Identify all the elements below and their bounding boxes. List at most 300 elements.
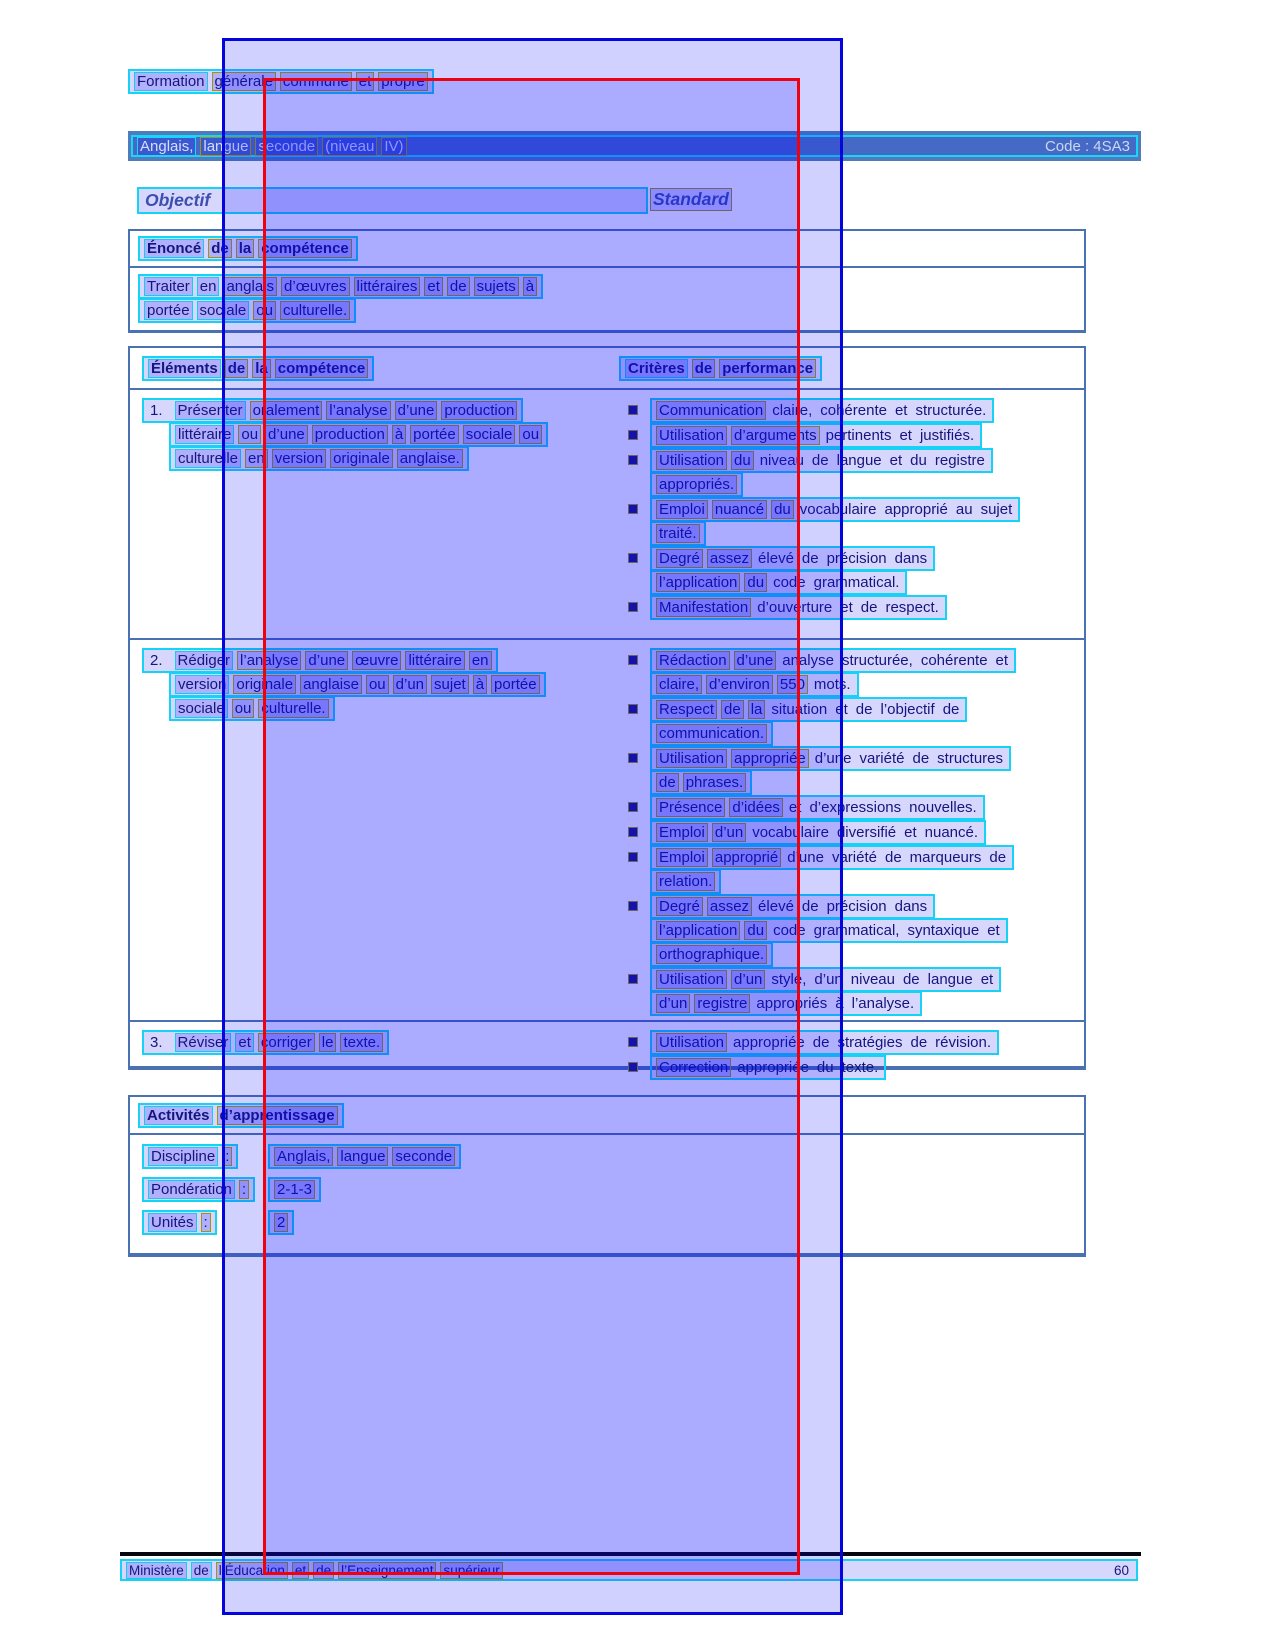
activites-table (128, 1095, 1086, 1257)
bullet-marker (629, 656, 637, 664)
line-highlight (650, 967, 1001, 992)
word: d’ouverture (757, 599, 833, 616)
token-highlight: ou (519, 425, 542, 444)
word: nouvelles. (909, 799, 977, 816)
standard-heading: Standard (653, 189, 729, 209)
course-title (137, 137, 407, 156)
word-highlight: Énoncé (144, 239, 204, 258)
bullet-marker (629, 754, 637, 762)
word: de (942, 701, 960, 718)
criteria-bullet (625, 845, 1084, 893)
line-highlight (138, 236, 358, 261)
bullet-lines (650, 820, 986, 844)
token-highlight: d’une (265, 425, 308, 444)
token-highlight: : (222, 1147, 232, 1166)
token-highlight: registre (694, 994, 750, 1013)
line-highlight (650, 423, 982, 448)
word-highlight: Traiter (144, 277, 193, 296)
token-highlight: Utilisation (656, 1033, 727, 1052)
token-highlight: sujet (431, 675, 469, 694)
elements-table-header (130, 348, 1084, 390)
criteria-bullet (625, 595, 1084, 619)
word: structures (937, 750, 1004, 767)
token-highlight: commune (280, 72, 352, 91)
token-highlight: portée (410, 425, 459, 444)
criteria-bullet (625, 1055, 1084, 1079)
line-highlight (169, 672, 546, 697)
token-highlight: appropriée (731, 749, 809, 768)
token-highlight: l’application (656, 921, 740, 940)
elements-header-left (130, 356, 617, 381)
token-highlight: version (272, 449, 326, 468)
token-highlight: d’un (656, 994, 690, 1013)
line-highlight (619, 356, 822, 381)
token-highlight: d’environ (706, 675, 773, 694)
token-highlight: Degré (656, 897, 703, 916)
word-highlight: version (175, 675, 229, 694)
token-highlight: Présence (656, 798, 725, 817)
word: à (835, 995, 844, 1012)
bullet-marker (629, 828, 637, 836)
word-highlight: Présenter (175, 401, 246, 420)
word-highlight: sociale (175, 699, 228, 718)
word: au (955, 501, 973, 518)
token-highlight: l’Éducation (216, 1562, 288, 1579)
bullet-lines (650, 448, 993, 496)
line-highlight (650, 595, 947, 620)
criteria-cell (617, 1022, 1084, 1080)
activity-row (142, 1210, 1084, 1234)
page-title-line (128, 69, 434, 94)
word: et (835, 701, 848, 718)
line-highlight (650, 918, 1008, 943)
token-highlight: littéraire (405, 651, 464, 670)
bullet-lines (650, 697, 967, 745)
token-highlight: anglaise. (397, 449, 463, 468)
word: de (801, 898, 819, 915)
token-highlight: 2 (274, 1213, 288, 1232)
word-highlight: Rédiger (175, 651, 234, 670)
token-highlight: du (744, 573, 767, 592)
item-number: 3. (150, 1034, 163, 1051)
line-highlight (650, 1030, 999, 1055)
token-highlight: d’idées (729, 798, 783, 817)
word-highlight: portée (144, 301, 193, 320)
bullet-lines (650, 1055, 886, 1079)
token-highlight: littéraires (354, 277, 421, 296)
token-highlight: Communication (656, 401, 766, 420)
word: cohérente (820, 402, 887, 419)
criteria-cell (617, 640, 1084, 1020)
token-highlight: 550 (777, 675, 808, 694)
line-highlight (650, 472, 743, 497)
word: situation (771, 701, 828, 718)
word-highlight: de (191, 1562, 212, 1579)
word: appropriés (756, 995, 828, 1012)
elements-table-rows (130, 390, 1084, 1076)
token-highlight: en (245, 449, 268, 468)
token-highlight: ou (253, 301, 276, 320)
token-highlight: seconde (392, 1147, 455, 1166)
token-highlight: de (721, 700, 744, 719)
token-highlight: Utilisation (656, 451, 727, 470)
bullet-lines (650, 398, 994, 422)
activity-value (268, 1210, 294, 1234)
element-cell (130, 390, 617, 638)
token-highlight: d’une (305, 651, 348, 670)
bullet-lines (650, 423, 982, 447)
bullet-marker (629, 853, 637, 861)
token-highlight: l’analyse (237, 651, 301, 670)
activites-table-body (130, 1135, 1084, 1253)
word: justifiés. (919, 427, 975, 444)
line-highlight (142, 1210, 217, 1235)
bullet-lines (650, 845, 1014, 893)
word: syntaxique (907, 922, 980, 939)
line-highlight (650, 521, 706, 546)
word-highlight: Critères (625, 359, 688, 378)
token-highlight: l’application (656, 573, 740, 592)
criteria-bullet (625, 967, 1084, 1015)
word: niveau (759, 452, 804, 469)
word: de (812, 1034, 830, 1051)
word: du (910, 452, 927, 469)
token-highlight: assez (707, 549, 752, 568)
bullet-marker (629, 975, 637, 983)
bullet-lines (650, 894, 1008, 966)
bullet-marker (629, 1063, 637, 1071)
footer-ministry (126, 1562, 503, 1579)
line-highlight (142, 398, 523, 423)
enonce-table (128, 229, 1086, 333)
token-highlight: communication. (656, 724, 767, 743)
line-highlight (650, 1055, 886, 1080)
token-highlight: compétence (258, 239, 352, 258)
token-highlight: l’analyse (326, 401, 390, 420)
line-highlight (650, 820, 986, 845)
token-highlight: à (392, 425, 406, 444)
criteria-bullet (625, 795, 1084, 819)
word-highlight: en (197, 277, 220, 296)
word: de (855, 701, 873, 718)
token-highlight: de (313, 1562, 334, 1579)
activity-row (142, 1177, 1084, 1201)
bullet-lines (650, 595, 947, 619)
word: l’analyse. (851, 995, 915, 1012)
activity-label (142, 1210, 268, 1234)
line-highlight (650, 546, 935, 571)
token-highlight: corriger (258, 1033, 315, 1052)
elements-table (128, 346, 1086, 1076)
token-highlight: à (473, 675, 487, 694)
token-highlight: originale (330, 449, 393, 468)
word-highlight: Éléments (148, 359, 221, 378)
token-highlight: oralement (250, 401, 323, 420)
word: et (987, 922, 1000, 939)
token-highlight: Correction (656, 1058, 731, 1077)
activites-table-header (130, 1097, 1084, 1135)
token-highlight: Respect (656, 700, 717, 719)
bullet-marker (629, 554, 637, 562)
token-highlight: production (441, 401, 517, 420)
line-highlight (268, 1144, 461, 1169)
criteria-bullet (625, 1030, 1084, 1054)
bullet-marker (629, 705, 637, 713)
word: appropriée (737, 1059, 809, 1076)
line-highlight (268, 1210, 294, 1235)
line-highlight (650, 795, 985, 820)
bullet-lines (650, 1030, 999, 1054)
token-highlight: de (447, 277, 470, 296)
token-highlight: orthographique. (656, 945, 767, 964)
criteria-bullet (625, 697, 1084, 745)
word: et (840, 599, 853, 616)
criteria-bullet (625, 746, 1084, 794)
line-highlight (650, 770, 752, 795)
word-highlight: sociale (197, 301, 250, 320)
bullet-marker (629, 803, 637, 811)
word: de (801, 550, 819, 567)
token-highlight: en (469, 651, 492, 670)
line-highlight (142, 1144, 238, 1169)
word: respect. (885, 599, 939, 616)
line-highlight (650, 746, 1011, 771)
token-highlight: du (731, 451, 754, 470)
line-highlight (650, 894, 935, 919)
word-highlight: Formation (134, 72, 208, 91)
token-highlight: ou (238, 425, 261, 444)
word: marqueurs (909, 849, 982, 866)
token-highlight: anglaise (300, 675, 362, 694)
token-highlight: de (656, 773, 679, 792)
token-highlight: d’œuvres (281, 277, 350, 296)
token-highlight: Utilisation (656, 970, 727, 989)
word: approprié (884, 501, 948, 518)
word: code (773, 922, 806, 939)
word: niveau (850, 971, 895, 988)
token-highlight: Emploi (656, 500, 708, 519)
item-number: 2. (150, 652, 163, 669)
token-highlight: langue (337, 1147, 388, 1166)
word: et (889, 452, 903, 469)
token-highlight: texte. (340, 1033, 383, 1052)
bullet-marker (629, 456, 637, 464)
token-highlight: d’une (734, 651, 777, 670)
bullet-marker (629, 505, 637, 513)
word: de (912, 750, 930, 767)
word: variété (859, 750, 905, 767)
word: et (788, 799, 802, 816)
word: d’une (814, 750, 852, 767)
token-highlight: du (744, 921, 767, 940)
bullet-lines (650, 497, 1020, 545)
elements-header-right (617, 356, 1084, 381)
criteria-bullet (625, 894, 1084, 966)
line-highlight (142, 1030, 389, 1055)
token-highlight: approprié (712, 848, 781, 867)
word: claire, (772, 402, 813, 419)
token-highlight: appropriés. (656, 475, 737, 494)
standard-heading-box (650, 188, 732, 211)
token-highlight: de (208, 239, 232, 258)
criteria-bullet (625, 398, 1084, 422)
line-highlight (650, 448, 993, 473)
token-highlight: d’apprentissage (217, 1106, 338, 1125)
bullet-marker (629, 406, 637, 414)
word: de (989, 849, 1007, 866)
word: pertinents (825, 427, 892, 444)
enonce-table-body (130, 268, 1084, 330)
token-highlight: performance (719, 359, 816, 378)
token-highlight: compétence (275, 359, 369, 378)
page-number: 60 (1113, 1562, 1129, 1578)
line-highlight (169, 446, 469, 471)
word: registre (934, 452, 985, 469)
word: appropriée (733, 1034, 805, 1051)
word: grammatical, (813, 922, 900, 939)
token-highlight: Emploi (656, 848, 708, 867)
word: texte. (841, 1059, 879, 1076)
item-number: 1. (150, 402, 163, 419)
word: variété (831, 849, 877, 866)
token-highlight: et (292, 1562, 309, 1579)
token-highlight: anglais (223, 277, 277, 296)
word: vocabulaire (752, 824, 829, 841)
activity-label (142, 1177, 268, 1201)
criteria-bullet (625, 423, 1084, 447)
word: révision. (935, 1034, 992, 1051)
objectif-heading-band (137, 187, 648, 214)
token-highlight: IV) (381, 137, 406, 156)
word: élevé (758, 898, 794, 915)
token-highlight: et (424, 277, 443, 296)
criteria-bullet (625, 820, 1084, 844)
token-highlight: d’une (395, 401, 438, 420)
token-highlight: l’Enseignement (338, 1562, 436, 1579)
word: d’un (814, 971, 843, 988)
token-highlight: originale (233, 675, 296, 694)
competence-row (130, 390, 1084, 638)
word: de (902, 971, 920, 988)
line-highlight (650, 570, 907, 595)
bullet-lines (650, 795, 985, 819)
word: du (816, 1059, 834, 1076)
word: dans (894, 898, 928, 915)
word: de (910, 1034, 928, 1051)
objectif-heading: Objectif (145, 190, 211, 210)
word: code (773, 574, 806, 591)
token-highlight: générale (212, 72, 276, 91)
token-highlight: sujets (474, 277, 519, 296)
line-highlight (650, 648, 1016, 673)
word-highlight: littéraire (175, 425, 234, 444)
token-highlight: la (252, 359, 271, 378)
word: style, (771, 971, 807, 988)
token-highlight: de (692, 359, 716, 378)
word: diversifié (836, 824, 897, 841)
word: structurée. (915, 402, 987, 419)
token-highlight: langue (200, 137, 251, 156)
token-highlight: (niveau (322, 137, 377, 156)
criteria-bullet (625, 546, 1084, 594)
line-highlight (142, 1177, 255, 1202)
competence-row (130, 1020, 1084, 1076)
word: précision (826, 898, 887, 915)
word: structurée, (841, 652, 913, 669)
activity-value (268, 1144, 461, 1168)
token-highlight: culturelle. (258, 699, 328, 718)
element-cell (130, 640, 617, 1020)
activity-row (142, 1144, 1084, 1168)
token-highlight: sociale (463, 425, 516, 444)
element-cell (130, 1022, 617, 1080)
word: langue (927, 971, 973, 988)
activity-label (142, 1144, 268, 1168)
token-highlight: d’arguments (731, 426, 820, 445)
word: analyse (782, 652, 834, 669)
word: dans (894, 550, 928, 567)
line-highlight (650, 697, 967, 722)
line-highlight (268, 1177, 321, 1202)
token-highlight: production (312, 425, 388, 444)
token-highlight: 2-1-3 (274, 1180, 315, 1199)
word-highlight: Discipline (148, 1147, 218, 1166)
token-highlight: d’un (712, 823, 746, 842)
token-highlight: : (201, 1213, 211, 1232)
token-highlight: propre (378, 72, 427, 91)
word: vocabulaire (799, 501, 877, 518)
token-highlight: nuancé (712, 500, 767, 519)
word: d’expressions (809, 799, 902, 816)
word-highlight: Unités (148, 1213, 197, 1232)
token-highlight: culturelle. (280, 301, 350, 320)
word-highlight: culturelle (175, 449, 241, 468)
bullet-marker (629, 603, 637, 611)
word: et (899, 427, 912, 444)
line-highlight (131, 135, 1138, 157)
token-highlight: : (239, 1180, 249, 1199)
line-highlight (142, 356, 374, 381)
bullet-lines (650, 648, 1016, 696)
token-highlight: ou (232, 699, 255, 718)
token-highlight: traité. (656, 524, 700, 543)
word: nuancé. (924, 824, 979, 841)
word-highlight: et (235, 1033, 254, 1052)
token-highlight: Rédaction (656, 651, 730, 670)
word: grammatical. (813, 574, 900, 591)
token-highlight: seconde (255, 137, 318, 156)
word: et (894, 402, 908, 419)
word: et (904, 824, 917, 841)
token-highlight: et (356, 72, 375, 91)
word: cohérente (920, 652, 988, 669)
enonce-table-header (130, 231, 1084, 268)
word-highlight: Réviser (175, 1033, 232, 1052)
token-highlight: ou (366, 675, 389, 694)
token-highlight: Utilisation (656, 749, 727, 768)
footer-band (120, 1559, 1138, 1581)
criteria-bullet (625, 497, 1084, 545)
word-highlight: Pondération (148, 1180, 235, 1199)
word: de (884, 849, 902, 866)
criteria-bullet (625, 648, 1084, 696)
token-highlight: Degré (656, 549, 703, 568)
line-highlight (650, 721, 773, 746)
bullet-lines (650, 967, 1001, 1015)
token-highlight: Utilisation (656, 426, 727, 445)
token-highlight: Anglais, (274, 1147, 333, 1166)
word: d’une (787, 849, 824, 866)
